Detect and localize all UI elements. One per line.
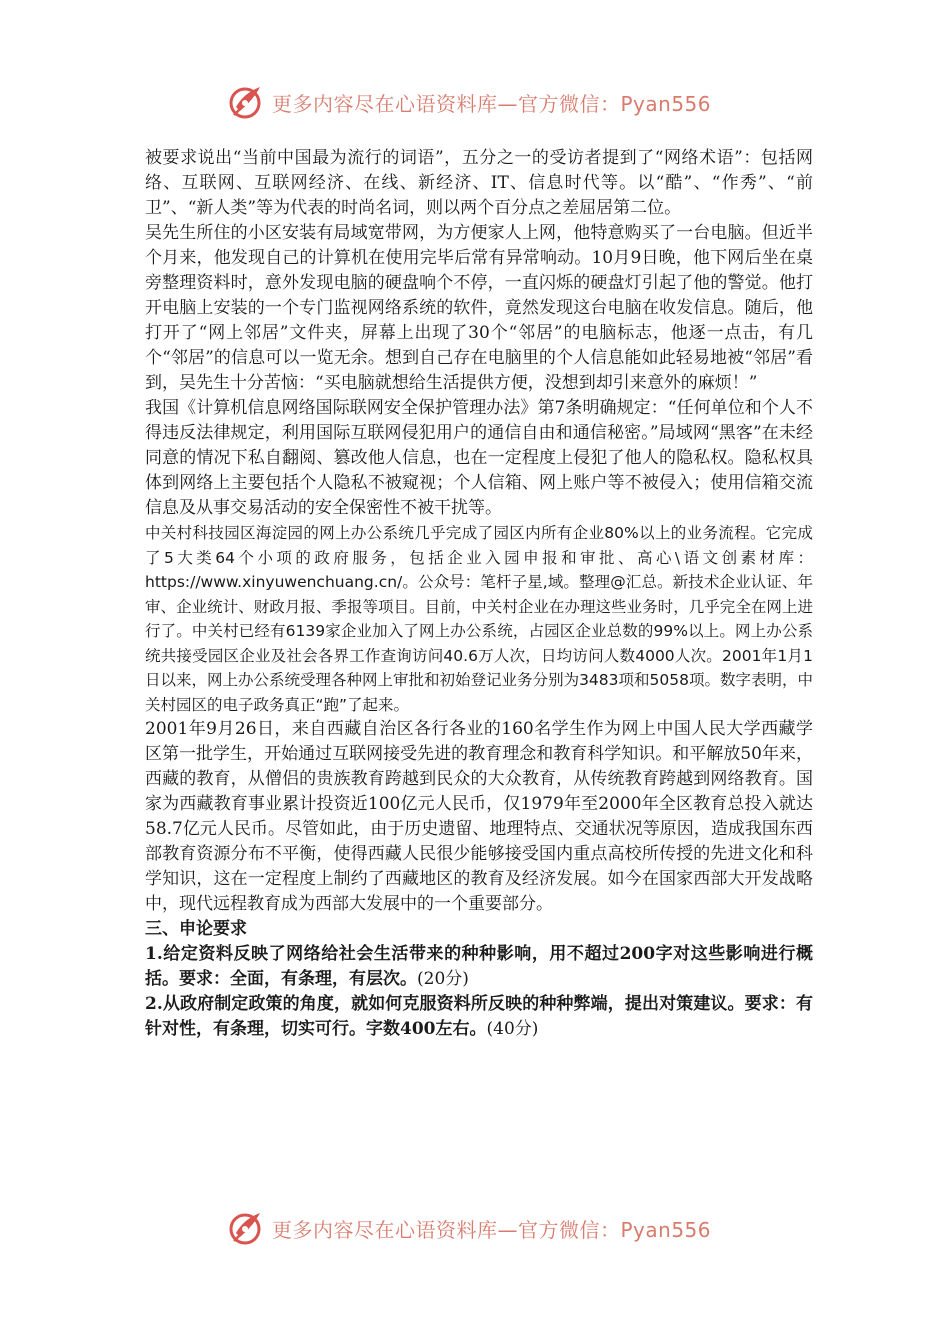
requirement-2 (145, 992, 813, 1042)
pen-logo-icon (226, 81, 268, 123)
requirement-2-points: (40分) (486, 1019, 539, 1039)
pen-logo-icon (226, 1207, 268, 1249)
requirement-2-text: 2.从政府制定政策的角度，就如何克服资料所反映的种种弊端，提出对策建议。要求：有针对性，有条理，切实可行。字数400左右。 (145, 994, 813, 1039)
header-banner (226, 80, 746, 124)
paragraph-zhongguancun: 中关村科技园区海淀园的网上办公系统几乎完成了园区内所有企业80%以上的业务流程。它完成了5大类64个小项的政府服务，包括企业入园申报和审批、高心\语文创素材库：https://www.xinyuwenchuang.cn/。公众号：笔杆子星,域。整理@汇总。新技术企业认证、年审、企业统计、财政月报、季报等项目。目前，中关村企业在办理这些业务时，几乎完全在网上进行了。中关村已经有6139家企业加入了网上办公系统，占园区企业总数的99%以上。网上办公系统共接受园区企业及社会各界工作查询访问40.6万人次，日均访问人数4000人次。2001年1月1日以来，网上办公系统受理各种网上审批和初始登记业务分别为3483项和5058项。数字表明，中关村园区的电子政务真正“跑”了起来。 (145, 524, 813, 714)
requirement-1 (145, 942, 813, 992)
paragraph-mr-wu: 吴先生所住的小区安装有局域宽带网，为方便家人上网，他特意购买了一台电脑。但近半个月来，他发现自己的计算机在使用完毕后常有异常响动。10月9日晚，他下网后坐在桌旁整理资料时，意外发现电脑的硬盘响个不停，一直闪烁的硬盘灯引起了他的警觉。他打开电脑上安装的一个专门监视网络系统的软件，竟然发现这台电脑在收发信息。随后，他打开了“网上邻居”文件夹，屏幕上出现了30个“邻居”的电脑标志，他逐一点击，有几个“邻居”的信息可以一览无余。想到自己存在电脑里的个人信息能如此轻易地被“邻居”看到，吴先生十分苦恼：“买电脑就想给生活提供方便，没想到却引来意外的麻烦！” (145, 223, 813, 393)
banner-text: 更多内容尽在心语资料库—官方微信：Pyan556 (272, 91, 712, 116)
requirement-1-text: 1.给定资料反映了网络给社会生活带来的种种影响，用不超过200字对这些影响进行概括。要求：全面，有条理，有层次。 (145, 944, 813, 989)
section-heading: 三、申论要求 (145, 919, 247, 939)
document-body (145, 146, 813, 1042)
paragraph-tibet-education: 2001年9月26日，来自西藏自治区各行各业的160名学生作为网上中国人民大学西藏学区第一批学生，开始通过互联网接受先进的教育理念和教育科学知识。和平解放50年来，西藏的教育，从僧侣的贵族教育跨越到民众的大众教育，从传统教育跨越到网络教育。国家为西藏教育事业累计投资近100亿元人民币，仅1979年至2000年全区教育总投入就达58.7亿元人民币。尽管如此，由于历史遗留、地理特点、交通状况等原因，造成我国东西部教育资源分布不平衡，使得西藏人民很少能够接受国内重点高校所传授的先进文化和科学知识，这在一定程度上制约了西藏地区的教育及经济发展。如今在国家西部大开发战略中，现代远程教育成为西部大发展中的一个重要部分。 (145, 719, 813, 914)
banner-text: 更多内容尽在心语资料库—官方微信：Pyan556 (272, 1217, 712, 1242)
paragraph-popular-terms: 被要求说出“当前中国最为流行的词语”，五分之一的受访者提到了“网络术语”：包括网络、互联网、互联网经济、在线、新经济、IT、信息时代等。以“酷”、“作秀”、“前卫”、“新人类”等为代表的时尚名词，则以两个百分点之差屈居第二位。 (145, 148, 813, 218)
requirement-1-points: (20分) (417, 969, 469, 989)
paragraph-regulation: 我国《计算机信息网络国际联网安全保护管理办法》第7条明确规定：“任何单位和个人不得违反法律规定，利用国际互联网侵犯用户的通信自由和通信秘密。”局域网“黑客”在未经同意的情况下私自翻阅、篡改他人信息，也在一定程度上侵犯了他人的隐私权。隐私权具体到网络上主要包括个人隐私不被窥视；个人信箱、网上账户等不被侵入；使用信箱交流信息及从事交易活动的安全保密性不被干扰等。 (145, 398, 813, 518)
footer-banner (226, 1206, 746, 1250)
